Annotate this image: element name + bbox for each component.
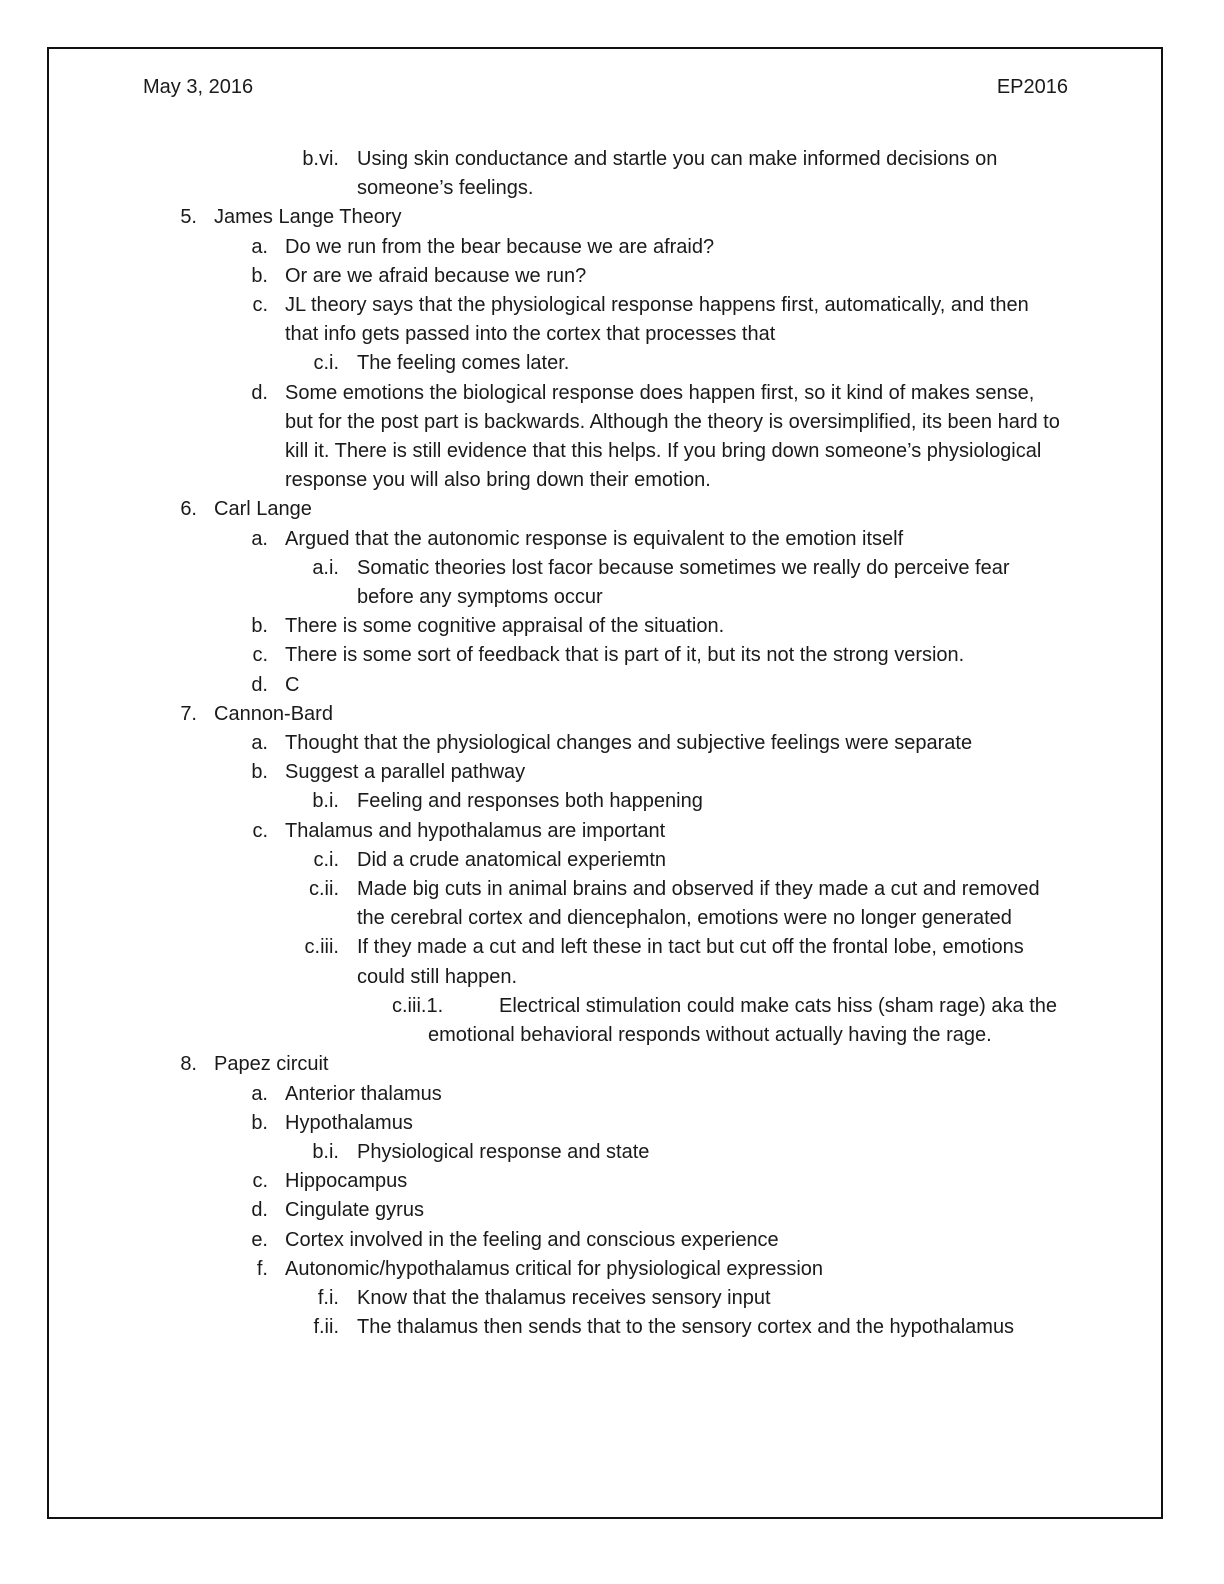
outline-marker: a. xyxy=(251,1082,268,1105)
outline-text: Or are we afraid because we run? xyxy=(285,264,587,287)
outline-text: Thought that the physiological changes and subjective feelings were separate xyxy=(285,732,973,755)
outline-item xyxy=(0,1196,1224,1225)
outline-item xyxy=(0,262,1224,291)
outline-item xyxy=(0,992,1224,1050)
outline-text: Physiological response and state xyxy=(357,1140,650,1163)
outline-text: Suggest a parallel pathway xyxy=(285,761,526,784)
outline-text: C xyxy=(285,673,300,696)
outline-text: Do we run from the bear because we are afraid? xyxy=(285,235,715,258)
outline-marker: b.i. xyxy=(312,1140,339,1163)
outline-marker: 7. xyxy=(180,702,197,725)
outline-marker: b. xyxy=(251,615,268,638)
outline-marker: d. xyxy=(251,381,268,404)
outline-list xyxy=(0,145,1224,1342)
outline-text: Argued that the autonomic response is equivalent to the emotion itself xyxy=(285,527,904,550)
outline-text: There is some sort of feedback that is part of it, but its not the strong version. xyxy=(285,644,965,667)
outline-item xyxy=(0,612,1224,641)
outline-marker: d. xyxy=(251,1199,268,1222)
outline-marker: f. xyxy=(256,1257,268,1280)
outline-item xyxy=(0,933,1224,991)
outline-item xyxy=(0,671,1224,700)
outline-text: Know that the thalamus receives sensory input xyxy=(357,1286,771,1309)
outline-text: Somatic theories lost facor because sometimes we really do perceive fear before any symptoms occur xyxy=(357,556,1010,609)
outline-item xyxy=(0,1226,1224,1255)
outline-marker: b.i. xyxy=(312,790,339,813)
outline-item xyxy=(0,641,1224,670)
outline-marker: 5. xyxy=(180,206,197,229)
outline-item xyxy=(0,1050,1224,1079)
outline-marker: c.i. xyxy=(313,848,339,871)
outline-item xyxy=(0,1284,1224,1313)
outline-marker: c. xyxy=(252,294,268,317)
outline-item xyxy=(0,817,1224,846)
outline-text: Did a crude anatomical experiemtn xyxy=(357,848,667,871)
outline-item xyxy=(0,379,1224,496)
outline-text: Electrical stimulation could make cats hiss (sham rage) aka the emotional behavioral responds without actually having the rage. xyxy=(428,994,1058,1047)
outline-text: If they made a cut and left these in tact but cut off the frontal lobe, emotions could still happen. xyxy=(357,936,1024,988)
outline-marker: c. xyxy=(252,819,268,842)
outline-text: The feeling comes later. xyxy=(357,352,570,375)
outline-item xyxy=(0,875,1224,933)
outline-item xyxy=(0,145,1224,203)
outline-text: Thalamus and hypothalamus are important xyxy=(285,819,666,842)
outline-marker: b.vi. xyxy=(302,148,339,170)
outline-text: Cannon-Bard xyxy=(214,702,333,725)
outline-marker: b. xyxy=(251,1111,268,1134)
outline-item xyxy=(0,729,1224,758)
outline-marker: a. xyxy=(251,732,268,755)
outline-text: Papez circuit xyxy=(214,1053,329,1076)
outline-text: Made big cuts in animal brains and observed if they made a cut and removed the cerebral cortex and diencephalon, emotions were no longer generated xyxy=(357,878,1040,930)
header-code: EP2016 xyxy=(996,76,1068,98)
outline-text: Hypothalamus xyxy=(285,1111,413,1134)
outline-marker: a. xyxy=(251,235,268,258)
outline-marker: b. xyxy=(251,761,268,784)
outline-marker: d. xyxy=(251,673,268,696)
outline-marker: f.i. xyxy=(317,1286,339,1309)
outline-item xyxy=(0,203,1224,232)
outline-item xyxy=(0,291,1224,349)
outline-text: Anterior thalamus xyxy=(285,1082,442,1105)
outline-marker: c.iii.1. xyxy=(392,994,444,1017)
outline-marker: b. xyxy=(251,264,268,287)
outline-marker: f.ii. xyxy=(313,1316,339,1339)
outline-item xyxy=(0,233,1224,262)
outline-item xyxy=(0,1080,1224,1109)
outline-item xyxy=(0,787,1224,816)
outline-item xyxy=(0,758,1224,787)
outline-marker: c.iii. xyxy=(304,936,339,959)
outline-item xyxy=(0,525,1224,554)
outline-item xyxy=(0,1138,1224,1167)
outline-item xyxy=(0,349,1224,378)
outline-item xyxy=(0,700,1224,729)
outline-marker: 8. xyxy=(180,1053,197,1076)
outline-marker: c.i. xyxy=(313,352,339,375)
outline-marker: 6. xyxy=(180,498,197,521)
outline-item xyxy=(0,1167,1224,1196)
outline-marker: e. xyxy=(251,1228,268,1251)
outline-marker: c.ii. xyxy=(309,878,339,901)
outline-item xyxy=(0,1109,1224,1138)
outline-marker: c. xyxy=(252,1170,268,1193)
outline-text: There is some cognitive appraisal of the situation. xyxy=(285,615,725,638)
header-date: May 3, 2016 xyxy=(143,76,254,98)
outline-text: Cingulate gyrus xyxy=(285,1199,424,1222)
outline-text: The thalamus then sends that to the sensory cortex and the hypothalamus xyxy=(357,1316,1015,1339)
outline-text: Carl Lange xyxy=(214,498,312,521)
outline-item xyxy=(0,1313,1224,1342)
outline-item xyxy=(0,554,1224,612)
outline-marker: a. xyxy=(251,527,268,550)
outline-item xyxy=(0,846,1224,875)
outline-text: Cortex involved in the feeling and conscious experience xyxy=(285,1228,779,1251)
outline-marker: a.i. xyxy=(312,556,339,579)
outline-text: Some emotions the biological response does happen first, so it kind of makes sense, but for the post part is backwards. Although the theory is oversimplified, its been hard to kill it. There is still evidence that this helps. If you bring down someone’s physiological response you will also bring down their emotion. xyxy=(285,381,1060,492)
outline-text: Using skin conductance and startle you can make informed decisions on someone’s feelings. xyxy=(357,148,998,200)
outline-text: Autonomic/hypothalamus critical for physiological expression xyxy=(285,1257,824,1280)
outline-item xyxy=(0,1255,1224,1284)
outline-text: James Lange Theory xyxy=(214,206,402,229)
outline-item xyxy=(0,495,1224,524)
outline-text: Hippocampus xyxy=(285,1170,408,1193)
outline-text: Feeling and responses both happening xyxy=(357,790,703,813)
outline-text: JL theory says that the physiological response happens first, automatically, and then that info gets passed into the cortex that processes that xyxy=(285,294,1029,346)
outline-marker: c. xyxy=(252,644,268,667)
